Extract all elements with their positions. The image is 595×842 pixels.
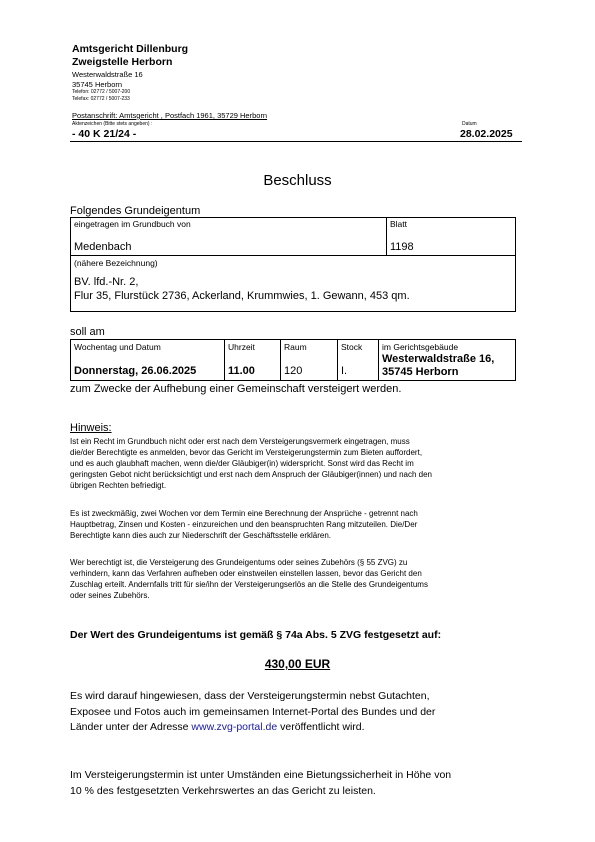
notice-p2-line: Es ist zweckmäßig, zwei Wochen vor dem Termin eine Berechnung der Ansprüche - getrennt nach: [70, 509, 418, 518]
value-amount: 430,00 EUR: [264, 657, 331, 671]
security-info: [70, 768, 540, 799]
notice-p3-line: Wer berechtigt ist, die Versteigerung des Grundeigentums oder seines Zubehörs (§ 55 ZVG) zu: [70, 558, 408, 567]
schedule-intro: soll am: [70, 326, 105, 338]
notice-paragraph-3: [70, 557, 540, 601]
notice-p2-line: Hauptbetrag, Zinsen und Kosten - einzureichen und den beanspruchten Rang mitzuteilen. Die/Der: [70, 520, 418, 529]
postal-address: Postanschrift: Amtsgericht , Postfach 1961, 35729 Herborn: [72, 111, 268, 120]
portal-info-text: Länder unter der Adresse: [70, 721, 192, 733]
value-statement: Der Wert des Grundeigentums ist gemäß § 74a Abs. 5 ZVG festgesetzt auf:: [70, 629, 442, 641]
col-day-label: Wochentag und Datum: [74, 342, 161, 352]
notice-p3-line: oder seines Zubehörs.: [70, 591, 150, 600]
col-time-label: Uhrzeit: [228, 342, 255, 352]
schedule-divider-1: [224, 339, 225, 381]
court-street: Westerwaldstraße 16: [72, 70, 143, 79]
auction-time: 11.00: [228, 365, 255, 377]
portal-info: [70, 689, 540, 736]
notice-p1-line: Ist ein Recht im Grundbuch nicht oder erst nach dem Versteigerungsvermerk eingetragen, muss: [70, 437, 410, 446]
header-divider: [70, 141, 522, 142]
sheet-label: Blatt: [390, 219, 408, 229]
court-branch: Zweigstelle Herborn: [72, 56, 173, 68]
auction-date: Donnerstag, 26.06.2025: [74, 365, 197, 377]
security-info-line: Im Versteigerungstermin ist unter Umständen eine Bietungssicherheit in Höhe von: [70, 769, 452, 781]
schedule-divider-4: [378, 339, 379, 381]
notice-p2-line: Berechtigte kann dies auch zur Niederschrift der Geschäftsstelle erklären.: [70, 531, 332, 540]
detail-label: (nähere Bezeichnung): [74, 258, 158, 268]
auction-purpose: zum Zwecke der Aufhebung einer Gemeinschaft versteigert werden.: [70, 383, 402, 395]
building-line-2: 35745 Herborn: [382, 366, 459, 378]
value-amount-wrap: [0, 657, 595, 672]
portal-info-line: Exposee und Fotos auch im gemeinsamen Internet-Portal des Bundes und der: [70, 705, 436, 718]
col-room-label: Raum: [284, 342, 307, 352]
schedule-divider-3: [337, 339, 338, 381]
notice-paragraph-1: [70, 436, 540, 491]
portal-info-line: Es wird darauf hingewiesen, dass der Versteigerungstermin nebst Gutachten,: [70, 690, 430, 702]
court-fax: Telefax: 02772 / 5007-233: [72, 96, 130, 102]
court-phone: Telefon: 02772 / 5007-200: [72, 89, 131, 95]
court-city: 35745 Herborn: [72, 80, 123, 89]
building-line-1: Westerwaldstraße 16,: [382, 353, 495, 365]
land-register-divider: [386, 217, 387, 256]
schedule-divider-2: [280, 339, 281, 381]
col-building-label: im Gerichtsgebäude: [382, 342, 459, 352]
document-title: Beschluss: [263, 172, 332, 189]
case-number-label: Aktenzeichen (Bitte stets angeben) :: [72, 121, 153, 127]
notice-p3-line: verhindern, kann das Verfahren aufheben oder einstweilen einstellen lassen, bevor das Gericht den: [70, 569, 422, 578]
notice-p1-line: geringsten Gebot nicht berücksichtigt und erst nach dem Anspruch der Gläubiger(innen) und nach den: [70, 470, 432, 479]
date-label: Datum: [462, 121, 477, 127]
notice-p1-line: übrigen Rechten befriedigt.: [70, 481, 167, 490]
auction-room: 120: [284, 365, 303, 377]
zvg-portal-link[interactable]: www.zvg-portal.de: [191, 721, 278, 733]
notice-p1-line: die/der Berechtigte es anmelden, bevor das Gericht im Versteigerungstermin zum Bieten auffordert,: [70, 448, 423, 457]
portal-info-line: [70, 720, 540, 736]
detail-line-2: Flur 35, Flurstück 2736, Ackerland, Krummwies, 1. Gewann, 453 qm.: [74, 290, 410, 302]
property-heading: Folgendes Grundeigentum: [70, 205, 201, 217]
court-name: Amtsgericht Dillenburg: [72, 43, 189, 55]
portal-info-text: veröffentlicht wird.: [277, 721, 365, 733]
col-floor-label: Stock: [341, 342, 363, 352]
notice-p1-line: und es auch glaubhaft machen, wenn die/der Gläubiger(in) widerspricht. Sonst wird das Recht im: [70, 459, 414, 468]
notice-paragraph-2: [70, 508, 540, 541]
auction-floor: I.: [341, 365, 348, 377]
sheet-value: 1198: [390, 241, 414, 253]
registered-value: Medenbach: [74, 241, 132, 253]
case-number: - 40 K 21/24 -: [72, 128, 137, 140]
notice-p3-line: Zuschlag erteilt. Andernfalls tritt für sie/ihn der Versteigerungserlös an die Stelle des Grundeigentums: [70, 580, 428, 589]
document-date: 28.02.2025: [460, 128, 513, 140]
security-info-line: 10 % des festgesetzten Verkehrswertes an das Gericht zu leisten.: [70, 784, 376, 797]
detail-line-1: BV. lfd.-Nr. 2,: [74, 276, 139, 288]
registered-label: eingetragen im Grundbuch von: [74, 219, 191, 229]
notice-heading: Hinweis:: [70, 422, 112, 434]
